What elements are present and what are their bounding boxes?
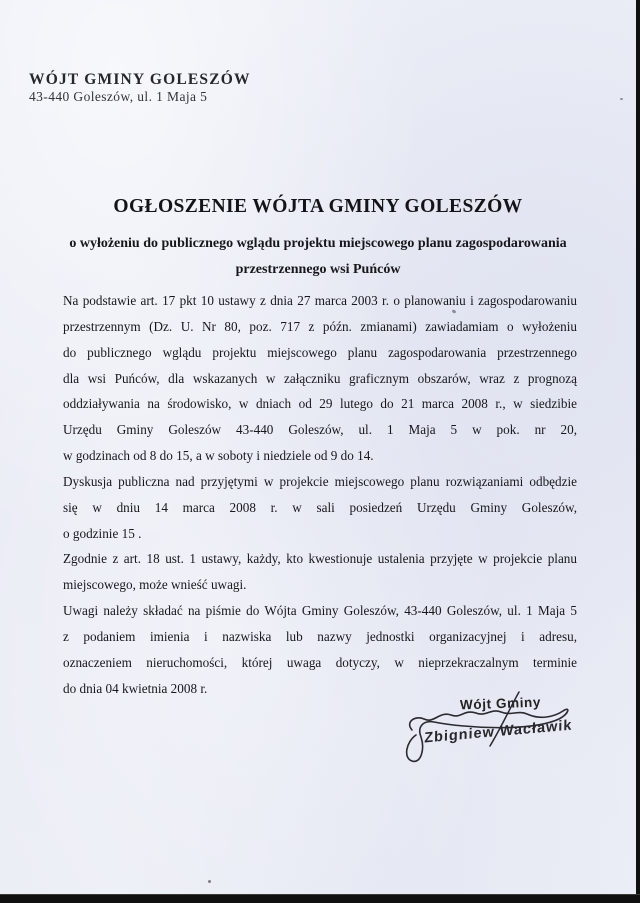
body-line: przestrzennym (Dz. U. Nr 80, poz. 717 z późn. zmianami) zawiadamiam o wyłożeniu bbox=[63, 318, 577, 334]
body-line: do dnia 04 kwietnia 2008 r. bbox=[63, 680, 208, 696]
body-line: Zgodnie z art. 18 ust. 1 ustawy, każdy, kto kwestionuje ustalenia przyjęte w projekcie planu bbox=[63, 551, 577, 567]
scan-edge-right bbox=[636, 0, 640, 903]
document-subtitle bbox=[0, 231, 636, 283]
body-line: się w dniu 14 marca 2008 r. w sali posiedzeń Urzędu Gminy Goleszów, bbox=[63, 499, 577, 515]
subtitle-line: o wyłożeniu do publicznego wglądu projektu miejscowego planu zagospodarowania bbox=[69, 236, 567, 251]
body-line: Uwagi należy składać na piśmie do Wójta Gminy Goleszów, 43-440 Goleszów, ul. 1 Maja 5 bbox=[63, 603, 577, 619]
stamp-office-address: 43-440 Goleszów, ul. 1 Maja 5 bbox=[29, 89, 208, 105]
scan-speck bbox=[208, 880, 211, 883]
body-line: oznaczeniem nieruchomości, której uwaga dotyczy, w nieprzekraczalnym terminie bbox=[63, 654, 577, 670]
scan-speck bbox=[620, 98, 623, 100]
body-line: Na podstawie art. 17 pkt 10 ustawy z dnia 27 marca 2003 r. o planowaniu i zagospodarowaniu bbox=[63, 293, 577, 308]
body-line: dla wsi Puńców, dla wskazanych w załączniku graficznym obszarów, wraz z prognozą bbox=[63, 370, 577, 386]
scan-edge-bottom bbox=[0, 894, 640, 903]
body-line: Dyskusja publiczna nad przyjętymi w projekcie miejscowego planu rozwiązaniami odbędzie bbox=[63, 473, 577, 489]
signature-role: Wójt Gminy bbox=[459, 694, 542, 713]
body-line: miejscowego, może wnieść uwagi. bbox=[63, 577, 247, 593]
body-line: w godzinach od 8 do 15, a w soboty i niedziele od 9 do 14. bbox=[63, 448, 374, 464]
signature-block bbox=[398, 688, 598, 778]
stamp-office-name: WÓJT GMINY GOLESZÓW bbox=[29, 71, 251, 88]
document-body bbox=[63, 288, 577, 702]
subtitle-line: przestrzennego wsi Puńców bbox=[235, 262, 401, 277]
sender-stamp bbox=[29, 71, 251, 104]
signature-name: Zbigniew Wacławik bbox=[424, 717, 573, 747]
body-line: z podaniem imienia i nazwiska lub nazwy jednostki organizacyjnej i adresu, bbox=[63, 628, 577, 644]
body-line: Urzędu Gminy Goleszów 43-440 Goleszów, ul. 1 Maja 5 w pok. nr 20, bbox=[63, 422, 577, 438]
document-title: OGŁOSZENIE WÓJTA GMINY GOLESZÓW bbox=[113, 196, 523, 217]
body-line: do publicznego wglądu projektu miejscowego planu zagospodarowania przestrzennego bbox=[63, 344, 577, 360]
body-line: oddziaływania na środowisko, w dniach od 29 lutego do 21 marca 2008 r., w siedzibie bbox=[63, 396, 577, 412]
body-line: o godzinie 15 . bbox=[63, 525, 142, 541]
